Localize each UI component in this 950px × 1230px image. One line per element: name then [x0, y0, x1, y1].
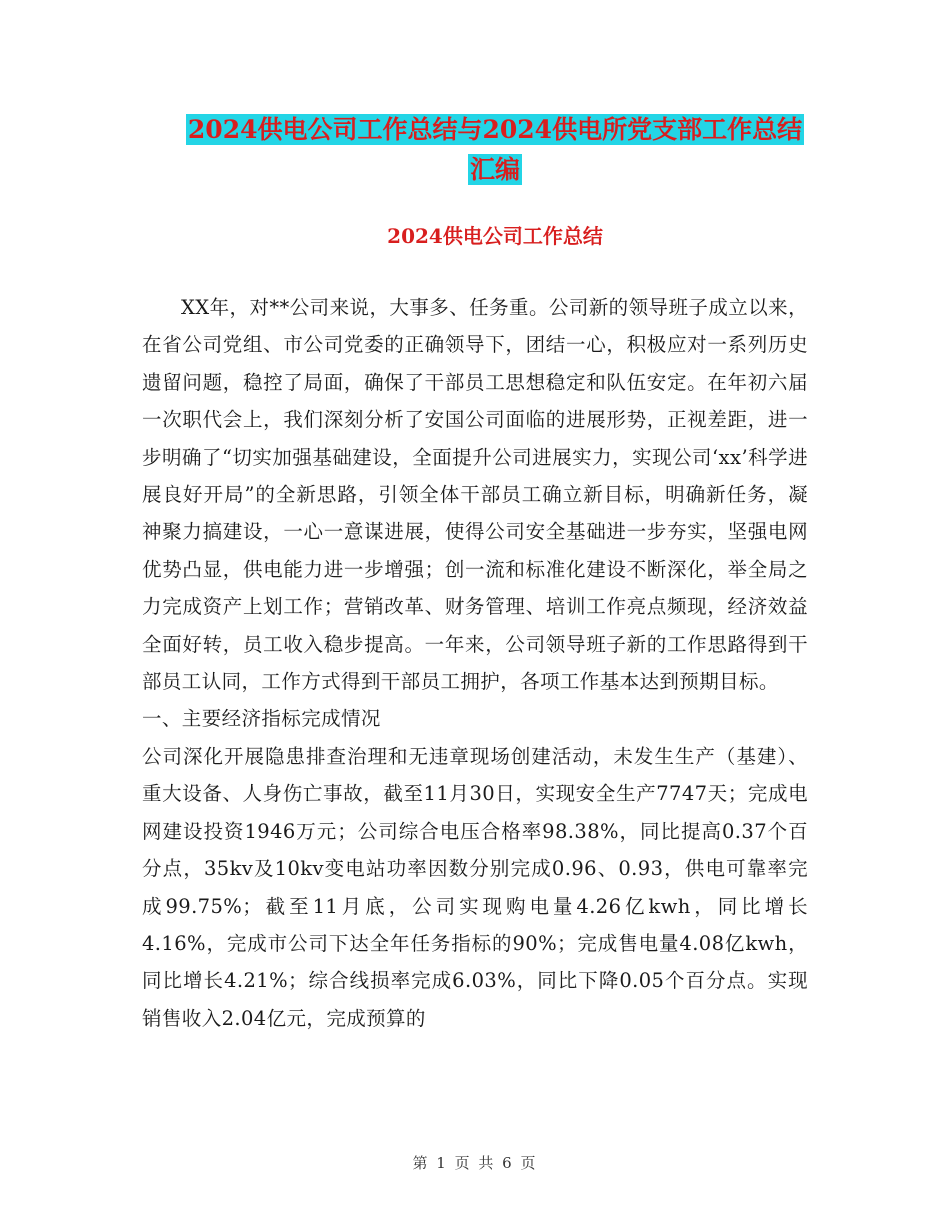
section-title: 2024供电公司工作总结: [387, 224, 603, 248]
document-title: [140, 110, 850, 190]
intro-paragraph: XX年，对**公司来说，大事多、任务重。公司新的领导班子成立以来，在省公司党组、市公司党委的正确领导下，团结一心，积极应对一系列历史遗留问题，稳控了局面，确保了干部员工思想稳定和队伍安定。在年初六届一次职代会上，我们深刻分析了安国公司面临的进展形势，正视差距，进一步明确了“切实加强基础建设，全面提升公司进展实力，实现公司‘xx’科学进展良好开局”的全新思路，引领全体干部员工确立新目标，明确新任务，凝神聚力搞建设，一心一意谋进展，使得公司安全基础进一步夯实，坚强电网优势凸显，供电能力进一步增强；创一流和标准化建设不断深化，举全局之力完成资产上划工作；营销改革、财务管理、培训工作亮点频现，经济效益全面好转，员工收入稳步提高。一年来，公司领导班子新的工作思路得到干部员工认同，工作方式得到干部员工拥护，各项工作基本达到预期目标。: [142, 296, 808, 694]
section-heading: 一、主要经济指标完成情况: [142, 707, 381, 731]
document-body: [142, 289, 808, 1037]
page-footer: 第 1 页 共 6 页: [412, 1154, 538, 1172]
document-title-line1: 2024供电公司工作总结与2024供电所党支部工作总结: [187, 115, 803, 144]
indicators-paragraph: 公司深化开展隐患排查治理和无违章现场创建活动，未发生生产（基建）、重大设备、人身伤亡事故，截至11月30日，实现安全生产7747天；完成电网建设投资1946万元；公司综合电压合格率98.38%，同比提高0.37个百分点，35kv及10kv变电站功率因数分别完成0.96、0.93，供电可靠率完成99.75%；截至11月底，公司实现购电量4.26亿kwh，同比增长4.16%，完成市公司下达全年任务指标的90%；完成售电量4.08亿kwh，同比增长4.21%；综合线损率完成6.03%，同比下降0.05个百分点。实现销售收入2.04亿元，完成预算的: [142, 744, 808, 1030]
document-title-line2: 汇编: [469, 155, 520, 184]
